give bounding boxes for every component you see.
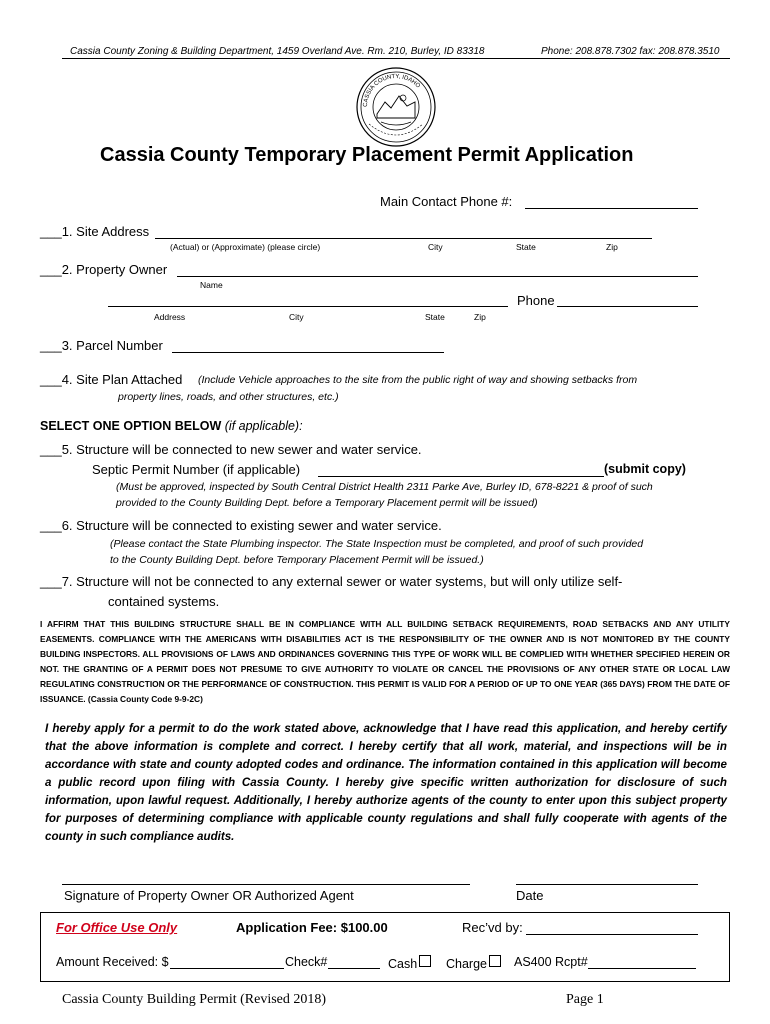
as400-receipt-input[interactable]: [588, 968, 696, 969]
footer-revision: Cassia County Building Permit (Revised 2018): [62, 992, 327, 1007]
option-5-note-2: provided to the County Building Dept. before a Temporary Placement permit will be issued): [116, 497, 538, 509]
property-owner-address-input[interactable]: [108, 306, 508, 307]
received-by-input[interactable]: [526, 934, 698, 935]
date-line[interactable]: [516, 884, 698, 885]
application-statement: I hereby apply for a permit to do the work stated above, acknowledge that I have read this application, and hereby certify that the above information is complete and correct. I hereby certify that all work, material, and inspections will be in accordance with state and county adopted codes and ordinance. The information contained in this application will become a public record upon filing with Cassia County. I hereby give specific written authorization for disclosure of such information, upon lawful request. Additionally, I hereby authorize agents of the county to enter upon this subject property for purposes of determining compliance with applicable county regulations and shall fully cooperate with agents of the county in such compliance audits.: [45, 722, 727, 843]
option-5-label: ___5. Structure will be connected to new sewer and water service.: [40, 442, 422, 457]
received-by-label: Rec’vd by:: [462, 920, 523, 935]
option-7-label-line-2: contained systems.: [108, 594, 220, 609]
cash-label: Cash: [388, 957, 418, 971]
department-phone: Phone: 208.878.7302 fax: 208.878.3510: [541, 46, 720, 57]
county-seal: [355, 66, 437, 148]
check-number-label: Check#: [285, 955, 328, 969]
charge-label: Charge: [446, 957, 487, 971]
date-label: Date: [516, 888, 544, 903]
as400-receipt-label: AS400 Rcpt#: [514, 955, 588, 969]
owner-phone-input[interactable]: [557, 306, 698, 307]
amount-received-input[interactable]: [170, 968, 284, 969]
site-address-input[interactable]: [155, 238, 652, 239]
parcel-number-label: ___3. Parcel Number: [40, 338, 163, 353]
site-plan-label: ___4. Site Plan Attached: [40, 372, 183, 387]
submit-copy-label: (submit copy): [604, 462, 686, 476]
option-7-label-line-1: ___7. Structure will not be connected to any external sewer or water systems, but will only utilize self-: [40, 574, 623, 589]
septic-permit-label: Septic Permit Number (if applicable): [92, 462, 301, 477]
owner-state-hint: State: [425, 312, 445, 322]
office-use-heading: For Office Use Only: [56, 920, 178, 935]
select-heading-text: SELECT ONE OPTION BELOW: [40, 419, 222, 433]
site-plan-note-1: (Include Vehicle approaches to the site from the public right of way and showing setbacks from: [198, 374, 638, 386]
cash-checkbox[interactable]: [419, 955, 431, 967]
seal-text: CASSIA COUNTY, IDAHO: [362, 73, 421, 108]
option-6-note-2: to the County Building Dept. before Temporary Placement Permit will be issued.): [110, 554, 484, 566]
cash-option[interactable]: [388, 955, 431, 971]
affirmation-text: I AFFIRM THAT THIS BUILDING STRUCTURE SHALL BE IN COMPLIANCE WITH ALL BUILDING SETBACK REQUIREMENTS, ROAD SETBACKS AND ANY UTILITY EASEMENTS. COMPLIANCE WITH THE AMERICANS WITH DISABILITIES ACT IS THE RESPONSIBILITY OF THE OWNER AND IS NOT MONITORED BY THE COUNTY BUILDING INSPECTORS. ALL PROVISIONS OF LAWS AND ORDINANCES GOVERNING THIS TYPE OF WORK WILL BE COMPLIED WITH WHETHER SPECIFIED HEREIN OR NOT. THE GRANTING OF A PERMIT DOES NOT PRESUME TO GIVE AUTHORITY TO VIOLATE OR CANCEL THE PROVISIONS OF ANY OTHER STATE OR LOCAL LAW REGULATING CONSTRUCTION OR THE PERFORMANCE OF CONSTRUCTION. THIS PERMIT IS VALID FOR A PERIOD OF UP TO ONE YEAR (365 DAYS) FROM THE DATE OF ISSUANCE. (Cassia County Code 9-9-2C): [40, 619, 730, 704]
option-6-note-1: (Please contact the State Plumbing inspector. The State Inspection must be completed, and proof of such provided: [110, 538, 644, 550]
owner-city-hint: City: [289, 312, 304, 322]
owner-phone-label: Phone: [517, 293, 555, 308]
signature-label: Signature of Property Owner OR Authorized Agent: [64, 888, 354, 903]
charge-option[interactable]: [446, 955, 501, 971]
main-contact-label: Main Contact Phone #:: [380, 194, 513, 209]
select-heading-note: (if applicable):: [224, 419, 303, 433]
application-fee: Application Fee: $100.00: [236, 920, 388, 935]
amount-received-label: Amount Received: $: [56, 955, 169, 969]
main-contact-input[interactable]: [525, 208, 698, 209]
owner-zip-hint: Zip: [474, 312, 486, 322]
page-title: Cassia County Temporary Placement Permit Application: [100, 144, 634, 166]
site-address-actual-hint: (Actual) or (Approximate) (please circle): [170, 242, 321, 252]
site-plan-note-2: property lines, roads, and other structures, etc.): [118, 391, 339, 403]
department-address: Cassia County Zoning & Building Department, 1459 Overland Ave. Rm. 210, Burley, ID 83318: [70, 46, 485, 57]
charge-checkbox[interactable]: [489, 955, 501, 967]
footer-page-number: Page 1: [566, 992, 604, 1007]
site-address-label: ___1. Site Address: [40, 224, 150, 239]
check-number-input[interactable]: [328, 968, 380, 969]
signature-line[interactable]: [62, 884, 470, 885]
option-5-note-1: (Must be approved, inspected by South Central District Health 2311 Parke Ave, Burley ID, 678-8221 & proof of such: [116, 481, 653, 493]
site-address-city-hint: City: [428, 242, 443, 252]
site-address-zip-hint: Zip: [606, 242, 618, 252]
property-owner-label: ___2. Property Owner: [40, 262, 168, 277]
option-6-label: ___6. Structure will be connected to existing sewer and water service.: [40, 518, 442, 533]
property-owner-name-input[interactable]: [177, 276, 698, 277]
owner-address-hint: Address: [154, 312, 186, 322]
header-rule: [62, 58, 730, 59]
parcel-number-input[interactable]: [172, 352, 444, 353]
septic-permit-input[interactable]: [318, 476, 604, 477]
owner-name-hint: Name: [200, 280, 223, 290]
select-option-heading: [40, 419, 303, 433]
site-address-state-hint: State: [516, 242, 536, 252]
